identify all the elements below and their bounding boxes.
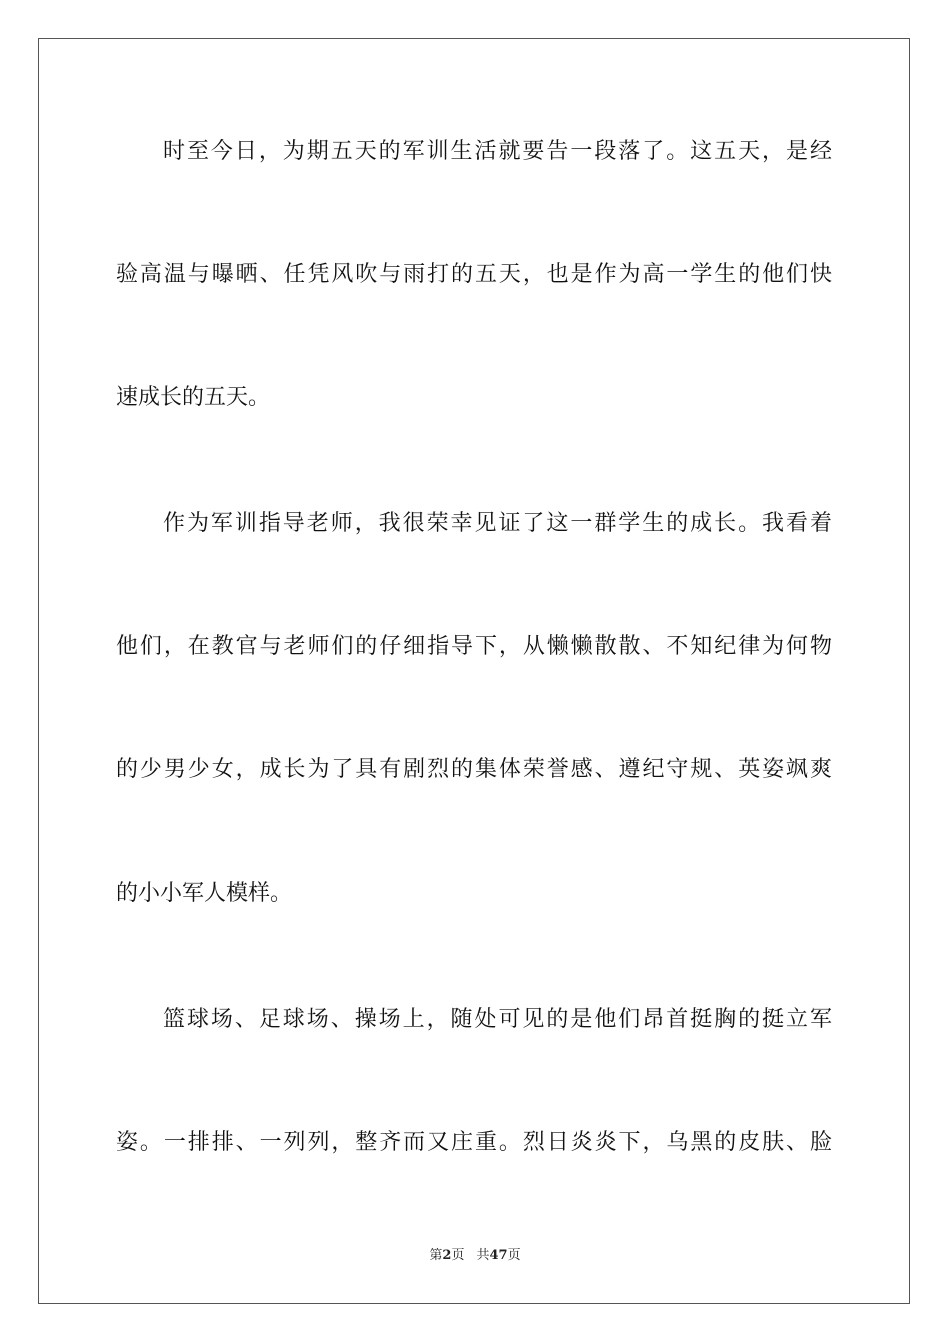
total-suffix: 页 (507, 1248, 521, 1263)
page-border (38, 38, 910, 1304)
paragraph-line: 速成长的五天。 (116, 385, 271, 410)
page-footer (0, 1247, 950, 1265)
paragraph-line: 的少男少女，成长为了具有剧烈的集体荣誉感、遵纪守规、英姿飒爽 (116, 757, 832, 782)
page-number: 2 (442, 1248, 452, 1263)
paragraph-line: 时至今日，为期五天的军训生活就要告一段落了。这五天，是经 (163, 139, 832, 164)
paragraph-line: 他们，在教官与老师们的仔细指导下，从懒懒散散、不知纪律为何物 (116, 634, 832, 659)
paragraph-line: 姿。一排排、一列列，整齐而又庄重。烈日炎炎下，乌黑的皮肤、脸 (116, 1130, 832, 1155)
page-prefix: 第 (429, 1248, 443, 1263)
page-suffix: 页 (451, 1248, 465, 1263)
paragraph-line: 验高温与曝晒、任凭风吹与雨打的五天，也是作为高一学生的他们快 (116, 262, 832, 287)
total-pages: 47 (489, 1248, 508, 1263)
total-prefix: 共 (476, 1248, 490, 1263)
paragraph-line: 作为军训指导老师，我很荣幸见证了这一群学生的成长。我看着 (163, 511, 832, 536)
paragraph-line: 的小小军人模样。 (116, 881, 293, 906)
paragraph-line: 篮球场、足球场、操场上，随处可见的是他们昂首挺胸的挺立军 (163, 1007, 832, 1032)
